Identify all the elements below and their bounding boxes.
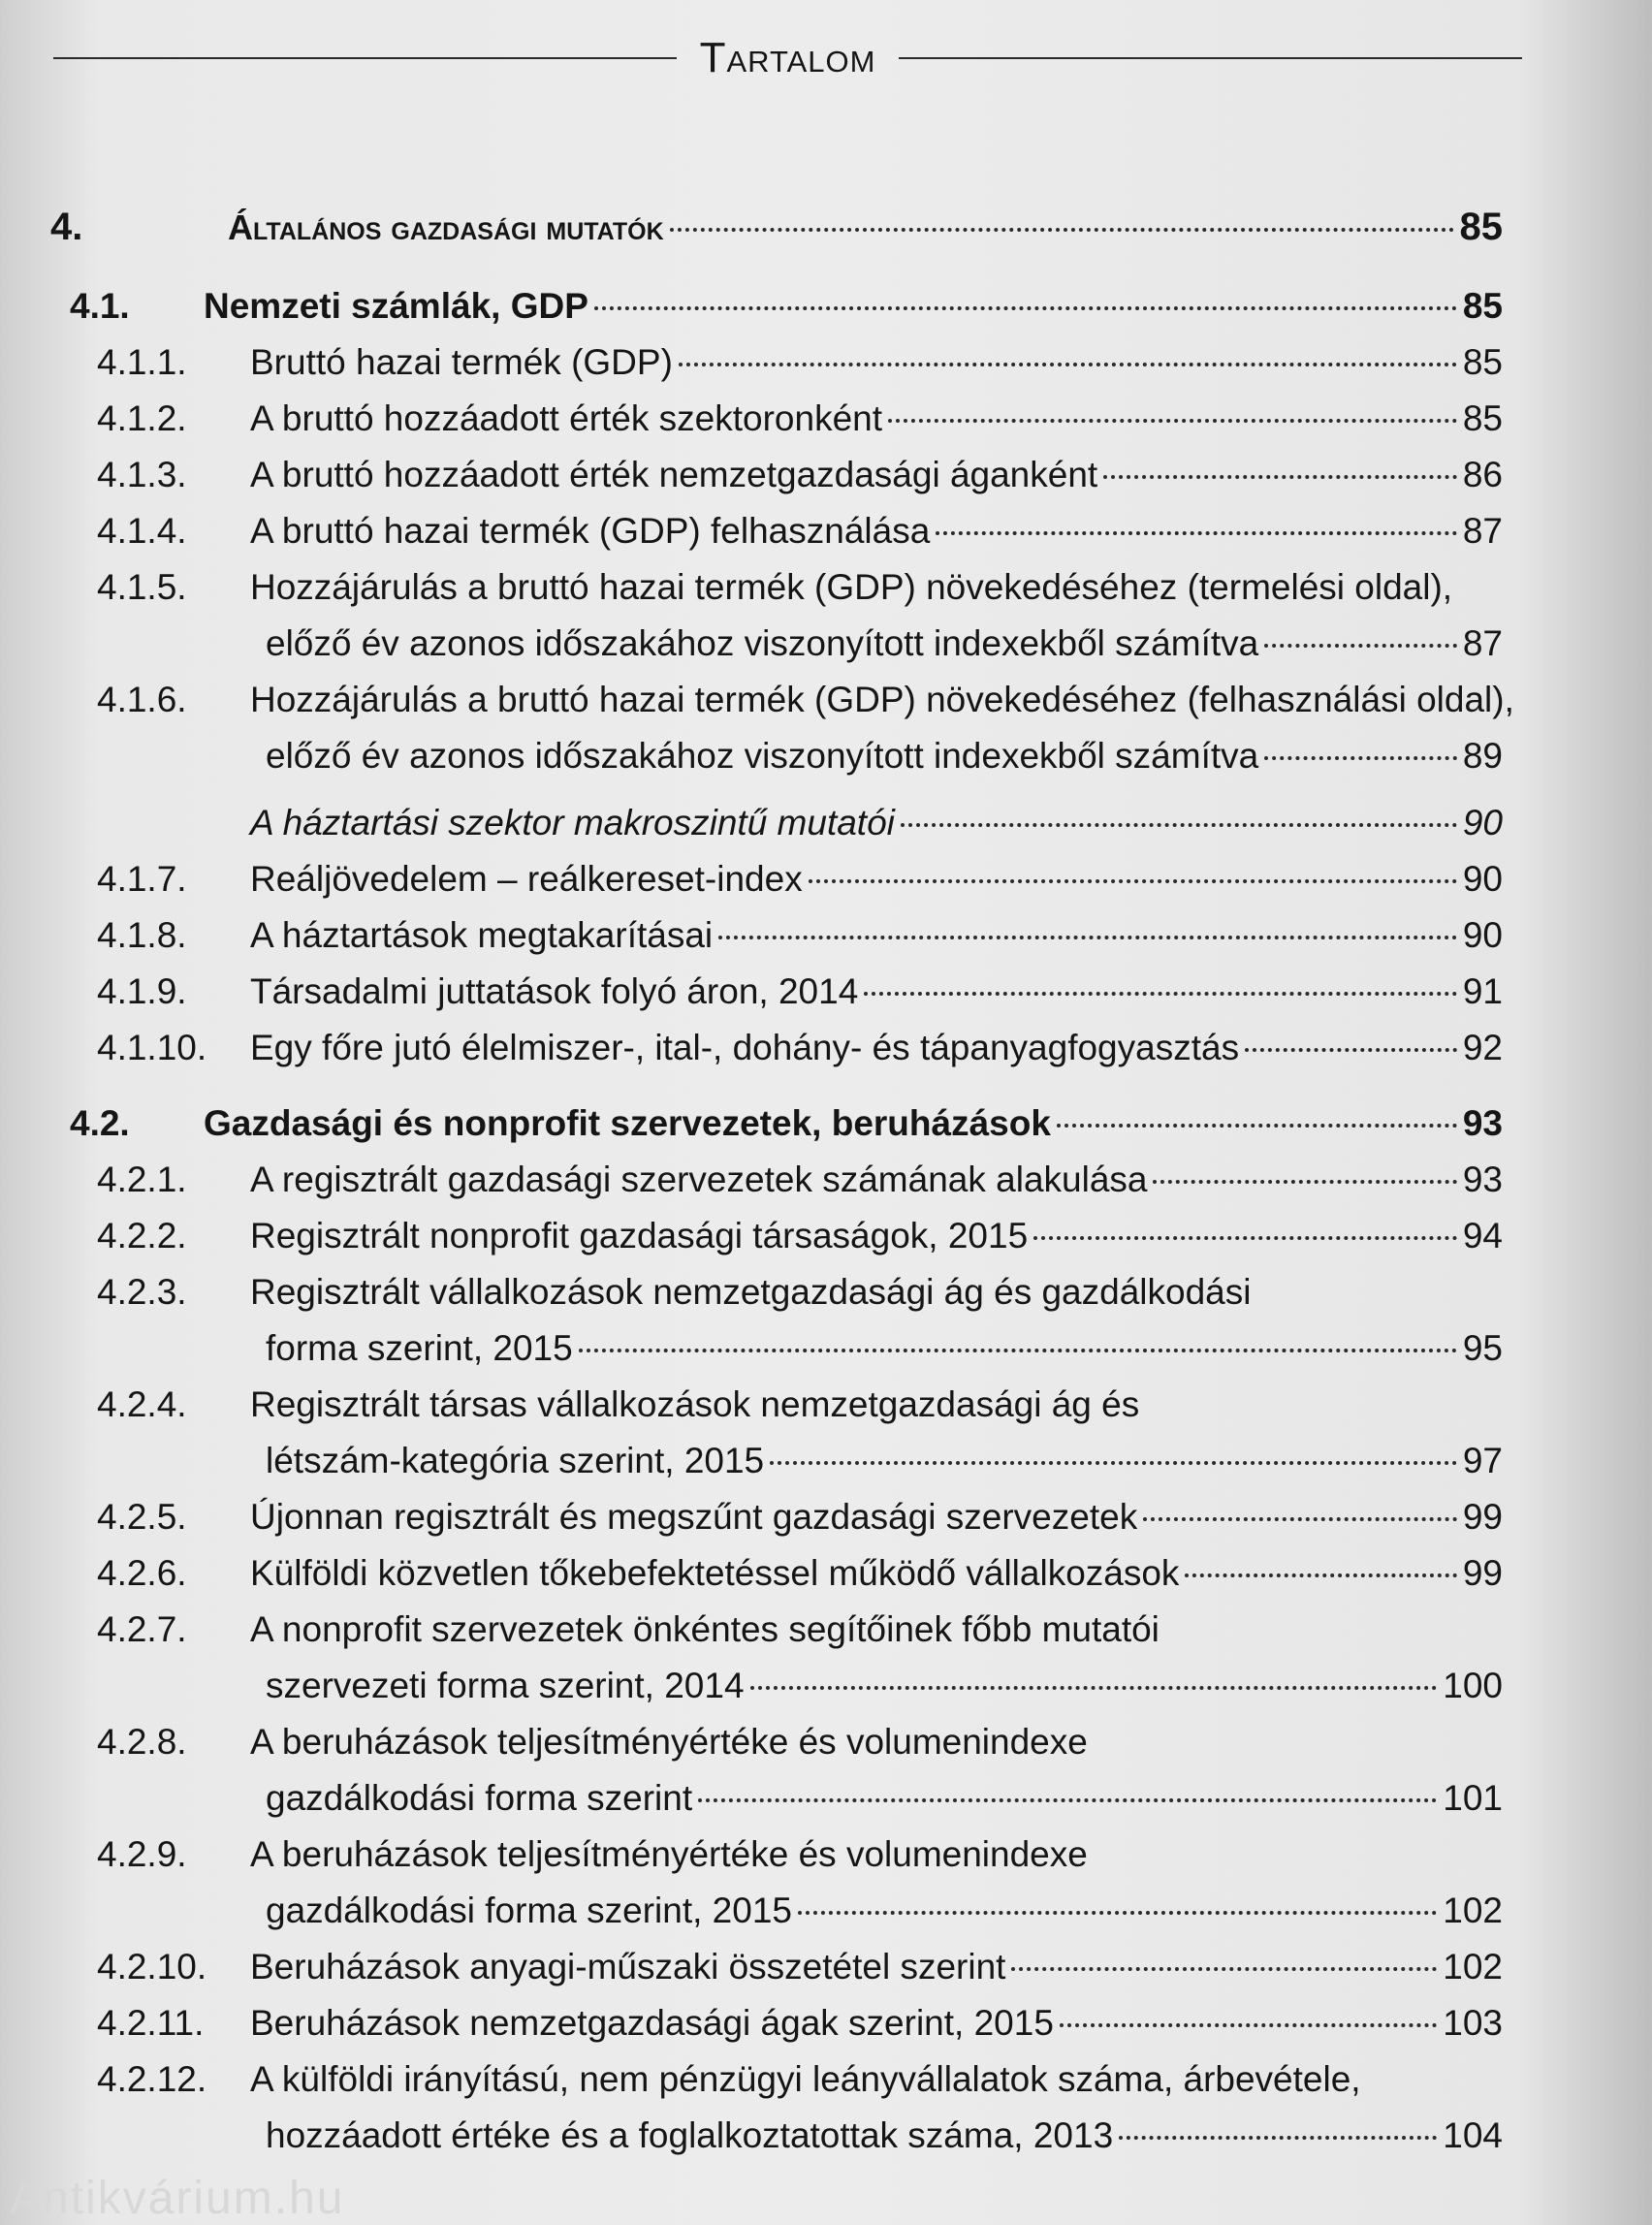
dot-leader: [1185, 1573, 1456, 1577]
entry-line: [250, 559, 1452, 616]
entry-number: 4.1.: [70, 286, 130, 326]
entry-title: Nemzeti számlák, GDP: [204, 286, 588, 326]
entry-title: hozzáadott értéke és a foglalkoztatottak száma, 2013: [266, 2115, 1114, 2155]
entry-line: [250, 334, 1503, 391]
page-number: 90: [1462, 859, 1503, 899]
entry-title: A bruttó hozzáadott érték nemzetgazdasági áganként: [250, 455, 1098, 494]
entry-title: előző év azonos időszakához viszonyított indexekből számítva: [266, 623, 1259, 663]
dot-leader: [1119, 2136, 1437, 2140]
dot-leader: [864, 992, 1457, 996]
entry-title: A háztartások megtakarításai: [250, 915, 714, 955]
page-number: 85: [1462, 342, 1503, 382]
entry-title: Regisztrált nonprofit gazdasági társaságok, 2015: [250, 1216, 1029, 1256]
dot-leader: [809, 879, 1457, 883]
dot-leader: [1264, 644, 1457, 648]
entry-title: Beruházások nemzetgazdasági ágak szerint, 2015: [250, 2003, 1054, 2043]
dot-leader: [888, 419, 1457, 423]
entry-line: [250, 1827, 1088, 1883]
entry-title: gazdálkodási forma szerint: [266, 1778, 693, 1818]
page-number: 102: [1443, 1891, 1503, 1930]
entry-line: [250, 1939, 1503, 1995]
entry-title: Regisztrált vállalkozások nemzetgazdasági ág és gazdálkodási: [250, 1272, 1252, 1312]
entry-number: 4.2.8.: [97, 1722, 187, 1762]
entry-title: A beruházások teljesítményértéke és volumenindexe: [250, 1834, 1088, 1874]
entry-line: [250, 391, 1503, 447]
page-number: 85: [1459, 206, 1503, 248]
entry-title: A háztartási szektor makroszintű mutatói: [250, 803, 895, 842]
dot-leader: [1143, 1517, 1457, 1521]
dot-leader: [579, 1349, 1457, 1352]
entry-number: 4.1.8.: [97, 915, 187, 955]
page-number: 86: [1462, 455, 1503, 494]
page-number: 100: [1443, 1666, 1503, 1705]
entry-title: forma szerint, 2015: [266, 1328, 573, 1368]
page-number: 85: [1462, 286, 1503, 326]
entry-title: gazdálkodási forma szerint, 2015: [266, 1891, 792, 1930]
dot-leader: [679, 363, 1457, 366]
page-number: 93: [1462, 1103, 1503, 1143]
entry-number: 4.2.5.: [97, 1497, 187, 1537]
entry-number: 4.2.: [70, 1103, 130, 1143]
dot-leader: [1245, 1048, 1457, 1052]
dot-leader: [770, 1461, 1457, 1465]
entry-title: Gazdasági és nonprofit szervezetek, beruházások: [204, 1103, 1051, 1143]
entry-line: [266, 1320, 1503, 1377]
dot-leader: [901, 823, 1457, 827]
page-number: 90: [1462, 803, 1503, 842]
page-number: 87: [1462, 511, 1503, 551]
entry-number: 4.1.9.: [97, 971, 187, 1011]
page-number: 99: [1462, 1497, 1503, 1537]
watermark: Antikvárium.hu: [10, 2173, 345, 2224]
entry-line: [250, 1208, 1503, 1264]
entry-title: Újonnan regisztrált és megszűnt gazdasági szervezetek: [250, 1497, 1138, 1537]
page-number: 93: [1462, 1160, 1503, 1199]
page-number: 104: [1443, 2115, 1503, 2155]
entry-line: [250, 907, 1503, 964]
entry-title: Hozzájárulás a bruttó hazai termék (GDP) növekedéséhez (felhasználási oldal),: [250, 680, 1514, 719]
dot-leader: [698, 1798, 1437, 1802]
entry-line: [250, 1377, 1139, 1433]
entry-number: 4.1.1.: [97, 342, 187, 382]
entry-line: [250, 672, 1514, 728]
entry-number: 4.2.1.: [97, 1160, 187, 1199]
entry-number: 4.2.6.: [97, 1553, 187, 1593]
entry-number: 4.1.10.: [97, 1028, 207, 1067]
page-number: 89: [1462, 736, 1503, 776]
entry-number: 4.1.5.: [97, 567, 187, 607]
entry-number: 4.1.3.: [97, 455, 187, 494]
page-title: Tartalom: [699, 34, 876, 81]
entry-number: 4.1.7.: [97, 859, 187, 899]
dot-leader: [1103, 475, 1457, 479]
entry-number: 4.2.9.: [97, 1834, 187, 1874]
entry-title: Regisztrált társas vállalkozások nemzetgazdasági ág és: [250, 1384, 1140, 1424]
page-number: 102: [1443, 1947, 1503, 1987]
entry-number: 4.2.3.: [97, 1272, 187, 1312]
entry-title: Általános gazdasági mutatók: [228, 207, 664, 247]
page-number: 101: [1443, 1778, 1503, 1818]
dot-leader: [1153, 1180, 1456, 1184]
entry-line: [250, 2051, 1361, 2108]
entry-line: [250, 1545, 1503, 1602]
entry-line: [228, 199, 1503, 256]
page-number: 99: [1462, 1553, 1503, 1593]
entry-number: 4.2.10.: [97, 1947, 207, 1987]
entry-number: 4.: [50, 206, 83, 248]
entry-number: 4.2.11.: [97, 2003, 205, 2043]
entry-line: [266, 2108, 1503, 2164]
entry-line: [250, 503, 1503, 559]
entry-number: 4.1.4.: [97, 511, 187, 551]
entry-line: [250, 1152, 1503, 1208]
dot-leader: [670, 228, 1454, 232]
entry-line: [266, 1770, 1503, 1827]
page-number: 91: [1462, 971, 1503, 1011]
dot-leader: [750, 1686, 1438, 1690]
entry-number: 4.2.12.: [97, 2059, 207, 2099]
dot-leader: [936, 531, 1457, 535]
page-number: 95: [1462, 1328, 1503, 1368]
dot-leader: [594, 306, 1457, 310]
entry-number: 4.2.7.: [97, 1609, 187, 1649]
dot-leader: [1033, 1236, 1457, 1240]
entry-title: Hozzájárulás a bruttó hazai termék (GDP) növekedéséhez (termelési oldal),: [250, 567, 1453, 607]
entry-line: [266, 728, 1503, 784]
entry-line: [250, 795, 1503, 851]
entry-title: Reáljövedelem – reálkereset-index: [250, 859, 803, 899]
dot-leader: [798, 1911, 1437, 1915]
page-number: 103: [1443, 2003, 1503, 2043]
entry-title: Társadalmi juttatások folyó áron, 2014: [250, 971, 859, 1011]
page-number: 94: [1462, 1216, 1503, 1256]
entry-line: [250, 851, 1503, 907]
entry-line: [250, 1714, 1088, 1770]
entry-line: [250, 1602, 1160, 1658]
dot-leader: [1264, 756, 1457, 760]
entry-number: 4.1.6.: [97, 680, 187, 719]
page-number: 97: [1462, 1441, 1503, 1480]
entry-line: [204, 1096, 1503, 1152]
page-number: 85: [1462, 398, 1503, 438]
entry-line: [266, 1883, 1503, 1939]
entry-title: Külföldi közvetlen tőkebefektetéssel működő vállalkozások: [250, 1553, 1180, 1593]
page-number: 90: [1462, 915, 1503, 955]
entry-title: Beruházások anyagi-műszaki összetétel szerint: [250, 1947, 1006, 1987]
entry-title: A bruttó hazai termék (GDP) felhasználása: [250, 511, 931, 551]
entry-line: [250, 1020, 1503, 1076]
entry-line: [266, 1658, 1503, 1714]
entry-title: A bruttó hozzáadott érték szektoronként: [250, 398, 882, 438]
dot-leader: [1060, 2023, 1437, 2027]
entry-line: [250, 1264, 1251, 1320]
entry-title: létszám-kategória szerint, 2015: [266, 1441, 765, 1480]
entry-title: Egy főre jutó élelmiszer-, ital-, dohány- és tápanyagfogyasztás: [250, 1028, 1240, 1067]
entry-line: [250, 447, 1503, 503]
entry-title: A nonprofit szervezetek önkéntes segítőinek főbb mutatói: [250, 1609, 1160, 1649]
entry-line: [250, 964, 1503, 1020]
dot-leader: [1057, 1124, 1457, 1128]
entry-title: A beruházások teljesítményértéke és volumenindexe: [250, 1722, 1088, 1762]
entry-line: [250, 1489, 1503, 1545]
entry-line: [250, 1995, 1503, 2051]
page-number: 87: [1462, 623, 1503, 663]
entry-title: A külföldi irányítású, nem pénzügyi leányvállalatok száma, árbevétele,: [250, 2059, 1361, 2099]
entry-title: szervezeti forma szerint, 2014: [266, 1666, 745, 1705]
entry-line: [266, 616, 1503, 672]
entry-number: 4.2.4.: [97, 1384, 187, 1424]
entry-title: A regisztrált gazdasági szervezetek számának alakulása: [250, 1160, 1148, 1199]
dot-leader: [718, 936, 1457, 939]
entry-number: 4.2.2.: [97, 1216, 187, 1256]
page-number: 92: [1462, 1028, 1503, 1067]
entry-line: [266, 1433, 1503, 1489]
entry-title: Bruttó hazai termék (GDP): [250, 342, 673, 382]
dot-leader: [1011, 1967, 1437, 1971]
entry-title: előző év azonos időszakához viszonyított indexekből számítva: [266, 736, 1259, 776]
entry-line: [204, 278, 1503, 334]
entry-number: 4.1.2.: [97, 398, 187, 438]
